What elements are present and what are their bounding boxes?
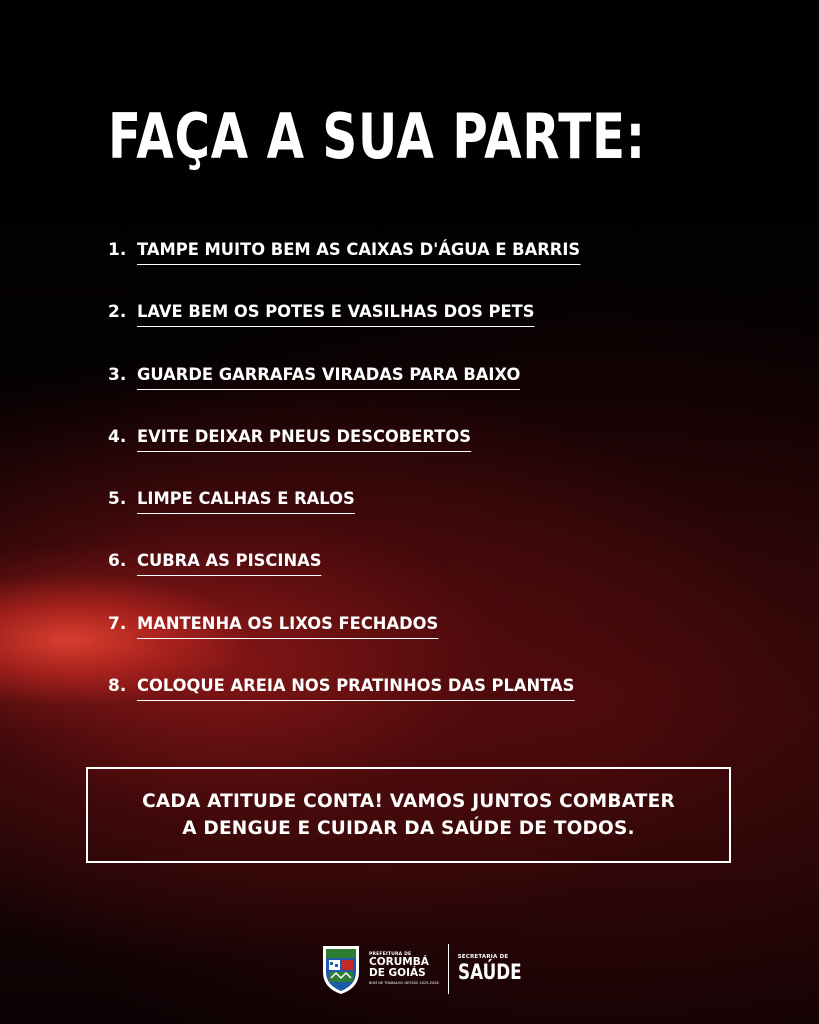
item-text: EVITE DEIXAR PNEUS DESCOBERTOS	[137, 423, 471, 452]
message-text	[142, 788, 675, 842]
secretaria-small-text: SECRETARIA DE	[457, 954, 509, 960]
prefeitura-small-text: PREFEITURA DE	[369, 951, 412, 957]
item-text: GUARDE GARRAFAS VIRADAS PARA BAIXO	[137, 361, 520, 390]
prefeitura-tagline: BOM DE TRABALHO GESTÃO 2025-2028	[369, 981, 439, 986]
item-number: 5.	[108, 489, 127, 510]
item-number: 8.	[108, 676, 127, 697]
item-number: 3.	[108, 364, 127, 385]
tips-list	[108, 236, 599, 734]
item-number: 7.	[108, 613, 127, 634]
prefeitura-name-2: DE GOIÁS	[369, 967, 426, 980]
list-item	[108, 485, 599, 547]
list-item	[108, 298, 599, 360]
item-number: 1.	[108, 240, 127, 260]
secretaria-name: SAÚDE	[457, 960, 522, 984]
secretaria-logo	[458, 954, 538, 984]
list-item	[108, 610, 599, 672]
page-title: FAÇA A SUA PARTE:	[108, 100, 646, 173]
item-text: CUBRA AS PISCINAS	[137, 547, 322, 576]
crest-icon	[320, 942, 362, 996]
list-item	[108, 423, 599, 485]
item-text: TAMPE MUITO BEM AS CAIXAS D'ÁGUA E BARRIS	[137, 236, 580, 265]
message-line-2: A DENGUE E CUIDAR DA SAÚDE DE TODOS.	[182, 818, 635, 839]
list-item	[108, 361, 599, 423]
prefeitura-name-1: CORUMBÁ	[369, 956, 429, 969]
message-box	[86, 767, 731, 863]
prefeitura-logo	[369, 953, 439, 986]
message-line-1: CADA ATITUDE CONTA! VAMOS JUNTOS COMBATER	[142, 791, 675, 812]
logo-divider	[448, 944, 449, 994]
item-text: LIMPE CALHAS E RALOS	[137, 485, 355, 514]
list-item	[108, 547, 599, 609]
list-item	[108, 236, 599, 298]
footer-logos	[320, 940, 537, 998]
item-number: 2.	[108, 302, 127, 323]
item-number: 4.	[108, 426, 127, 447]
list-item	[108, 672, 599, 734]
item-text: MANTENHA OS LIXOS FECHADOS	[137, 610, 438, 639]
item-number: 6.	[108, 551, 127, 572]
item-text: LAVE BEM OS POTES E VASILHAS DOS PETS	[137, 298, 535, 327]
item-text: COLOQUE AREIA NOS PRATINHOS DAS PLANTAS	[137, 672, 574, 701]
